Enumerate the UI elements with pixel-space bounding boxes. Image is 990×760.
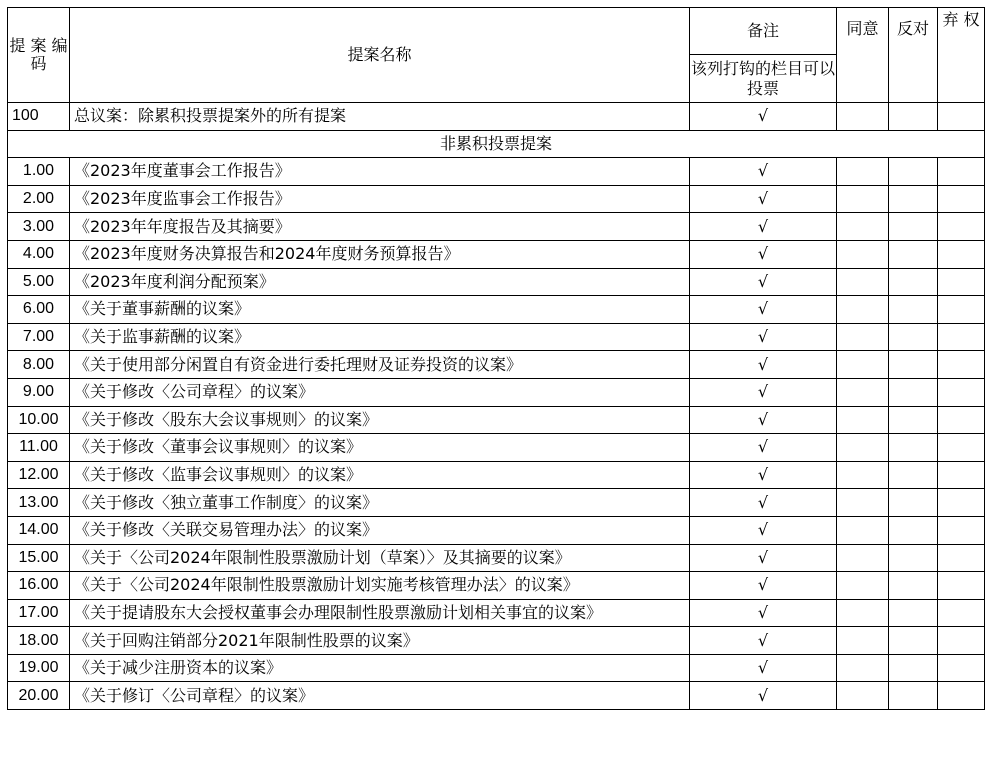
oppose-cell[interactable] [889,185,938,213]
abstain-cell[interactable] [938,461,985,489]
proposal-code: 14.00 [8,516,70,544]
agree-cell[interactable] [837,378,889,406]
proposal-row [8,351,985,379]
abstain-cell[interactable] [938,654,985,682]
vote-eligible-check: √ [690,599,837,627]
proposal-code: 7.00 [8,323,70,351]
header-remark: 备注 [690,8,837,55]
proposal-name: 《关于修改〈关联交易管理办法〉的议案》 [70,516,690,544]
vote-eligible-check: √ [690,103,837,131]
header-row [8,8,985,55]
proposal-code: 1.00 [8,158,70,186]
proposal-row [8,572,985,600]
agree-cell[interactable] [837,406,889,434]
abstain-cell[interactable] [938,682,985,710]
proposal-code: 4.00 [8,240,70,268]
agree-cell[interactable] [837,599,889,627]
proposal-code: 12.00 [8,461,70,489]
agree-cell[interactable] [837,351,889,379]
proposal-code: 8.00 [8,351,70,379]
proposal-name: 《关于修改〈监事会议事规则〉的议案》 [70,461,690,489]
abstain-cell[interactable] [938,185,985,213]
abstain-cell[interactable] [938,627,985,655]
abstain-cell[interactable] [938,103,985,131]
proposal-name: 《2023年度董事会工作报告》 [70,158,690,186]
agree-cell[interactable] [837,516,889,544]
oppose-cell[interactable] [889,682,938,710]
oppose-cell[interactable] [889,654,938,682]
agree-cell[interactable] [837,158,889,186]
oppose-cell[interactable] [889,103,938,131]
abstain-cell[interactable] [938,572,985,600]
proposal-name: 《2023年度利润分配预案》 [70,268,690,296]
proposal-code: 100 [8,103,70,131]
oppose-cell[interactable] [889,378,938,406]
oppose-cell[interactable] [889,406,938,434]
vote-eligible-check: √ [690,185,837,213]
proposal-row [8,654,985,682]
oppose-cell[interactable] [889,323,938,351]
proposal-vote-table-container [7,7,985,710]
agree-cell[interactable] [837,461,889,489]
proposal-row [8,378,985,406]
proposal-vote-table [7,7,985,710]
vote-eligible-check: √ [690,654,837,682]
agree-cell[interactable] [837,627,889,655]
oppose-cell[interactable] [889,240,938,268]
proposal-row [8,516,985,544]
proposal-row [8,240,985,268]
section-title: 非累积投票提案 [8,130,985,158]
proposal-row [8,406,985,434]
proposal-row [8,268,985,296]
proposal-row [8,627,985,655]
oppose-cell[interactable] [889,627,938,655]
proposal-name: 总议案：除累积投票提案外的所有提案 [70,103,690,131]
proposal-name: 《关于回购注销部分2021年限制性股票的议案》 [70,627,690,655]
proposal-name: 《关于修改〈独立董事工作制度〉的议案》 [70,489,690,517]
proposal-code: 6.00 [8,296,70,324]
abstain-cell[interactable] [938,351,985,379]
vote-eligible-check: √ [690,489,837,517]
oppose-cell[interactable] [889,351,938,379]
agree-cell[interactable] [837,185,889,213]
proposal-name: 《2023年年度报告及其摘要》 [70,213,690,241]
oppose-cell[interactable] [889,461,938,489]
proposal-name: 《关于修改〈股东大会议事规则〉的议案》 [70,406,690,434]
abstain-cell[interactable] [938,406,985,434]
proposal-row [8,185,985,213]
vote-eligible-check: √ [690,406,837,434]
vote-eligible-check: √ [690,351,837,379]
proposal-row [8,489,985,517]
section-row [8,130,985,158]
proposal-code: 5.00 [8,268,70,296]
abstain-cell[interactable] [938,296,985,324]
vote-eligible-check: √ [690,268,837,296]
agree-cell[interactable] [837,103,889,131]
proposal-code: 19.00 [8,654,70,682]
agree-cell[interactable] [837,213,889,241]
vote-eligible-check: √ [690,240,837,268]
vote-eligible-check: √ [690,461,837,489]
proposal-name: 《2023年度监事会工作报告》 [70,185,690,213]
proposal-row [8,323,985,351]
abstain-cell[interactable] [938,544,985,572]
header-remark-note: 该列打钩的栏目可以投票 [690,55,837,103]
abstain-cell[interactable] [938,158,985,186]
oppose-cell[interactable] [889,489,938,517]
total-proposal-row [8,103,985,131]
header-oppose: 反对 [889,8,938,103]
header-agree: 同意 [837,8,889,103]
abstain-cell[interactable] [938,213,985,241]
header-proposal-code: 提 案 编码 [8,8,70,103]
vote-eligible-check: √ [690,323,837,351]
proposal-row [8,682,985,710]
agree-cell[interactable] [837,682,889,710]
proposal-name: 《关于减少注册资本的议案》 [70,654,690,682]
proposal-code: 13.00 [8,489,70,517]
abstain-cell[interactable] [938,516,985,544]
agree-cell[interactable] [837,489,889,517]
proposal-name: 《关于〈公司2024年限制性股票激励计划实施考核管理办法〉的议案》 [70,572,690,600]
agree-cell[interactable] [837,268,889,296]
vote-eligible-check: √ [690,627,837,655]
proposal-row [8,461,985,489]
proposal-code: 20.00 [8,682,70,710]
abstain-cell[interactable] [938,378,985,406]
oppose-cell[interactable] [889,434,938,462]
proposal-row [8,158,985,186]
abstain-cell[interactable] [938,599,985,627]
vote-eligible-check: √ [690,158,837,186]
proposal-name: 《关于提请股东大会授权董事会办理限制性股票激励计划相关事宜的议案》 [70,599,690,627]
proposal-code: 17.00 [8,599,70,627]
proposal-row [8,434,985,462]
proposal-code: 15.00 [8,544,70,572]
proposal-name: 《关于修订〈公司章程〉的议案》 [70,682,690,710]
agree-cell[interactable] [837,572,889,600]
vote-eligible-check: √ [690,296,837,324]
vote-eligible-check: √ [690,682,837,710]
abstain-cell[interactable] [938,268,985,296]
oppose-cell[interactable] [889,599,938,627]
vote-eligible-check: √ [690,544,837,572]
proposal-row [8,544,985,572]
proposal-row [8,213,985,241]
proposal-name: 《关于修改〈公司章程〉的议案》 [70,378,690,406]
oppose-cell[interactable] [889,516,938,544]
proposal-code: 16.00 [8,572,70,600]
abstain-cell[interactable] [938,323,985,351]
agree-cell[interactable] [837,544,889,572]
vote-eligible-check: √ [690,213,837,241]
proposal-code: 11.00 [8,434,70,462]
proposal-name: 《关于监事薪酬的议案》 [70,323,690,351]
vote-eligible-check: √ [690,572,837,600]
oppose-cell[interactable] [889,572,938,600]
vote-eligible-check: √ [690,516,837,544]
proposal-code: 10.00 [8,406,70,434]
oppose-cell[interactable] [889,213,938,241]
header-abstain: 弃 权 [938,8,985,103]
proposal-name: 《关于使用部分闲置自有资金进行委托理财及证券投资的议案》 [70,351,690,379]
vote-eligible-check: √ [690,378,837,406]
proposal-code: 9.00 [8,378,70,406]
agree-cell[interactable] [837,323,889,351]
proposal-code: 18.00 [8,627,70,655]
proposal-row [8,599,985,627]
proposal-code: 3.00 [8,213,70,241]
oppose-cell[interactable] [889,268,938,296]
proposal-name: 《2023年度财务决算报告和2024年度财务预算报告》 [70,240,690,268]
agree-cell[interactable] [837,296,889,324]
abstain-cell[interactable] [938,489,985,517]
proposal-row [8,296,985,324]
agree-cell[interactable] [837,434,889,462]
proposal-name: 《关于修改〈董事会议事规则〉的议案》 [70,434,690,462]
oppose-cell[interactable] [889,296,938,324]
proposal-code: 2.00 [8,185,70,213]
agree-cell[interactable] [837,240,889,268]
oppose-cell[interactable] [889,544,938,572]
proposal-name: 《关于〈公司2024年限制性股票激励计划（草案）〉及其摘要的议案》 [70,544,690,572]
agree-cell[interactable] [837,654,889,682]
abstain-cell[interactable] [938,434,985,462]
abstain-cell[interactable] [938,240,985,268]
oppose-cell[interactable] [889,158,938,186]
header-proposal-name: 提案名称 [70,8,690,103]
vote-eligible-check: √ [690,434,837,462]
proposal-name: 《关于董事薪酬的议案》 [70,296,690,324]
